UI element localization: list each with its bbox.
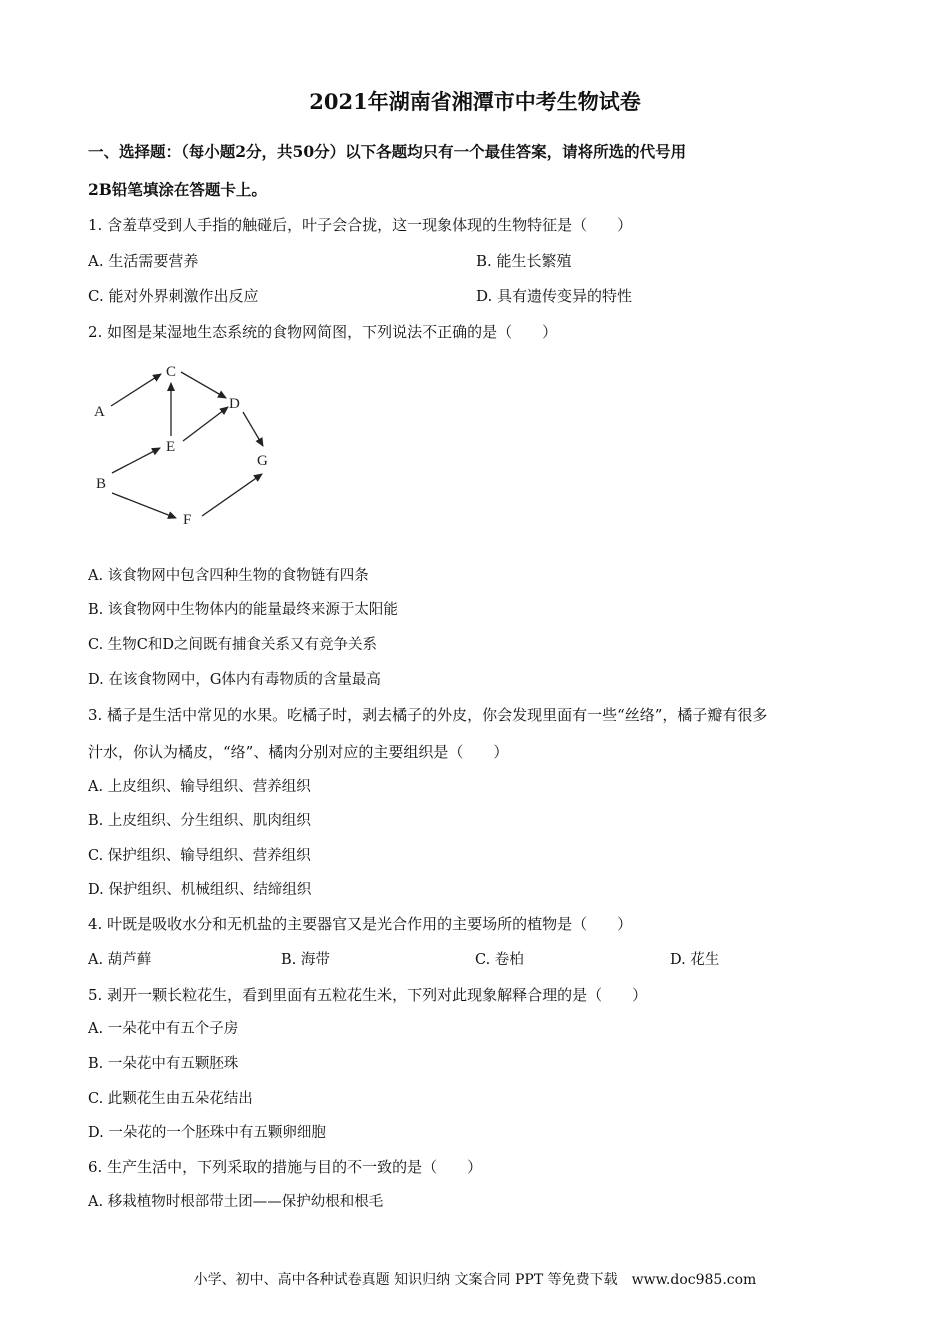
q4-option-b: B. 海带 bbox=[281, 952, 330, 968]
node-e: E bbox=[166, 439, 176, 455]
q1-stem: 1. 含羞草受到人手指的触碰后，叶子会合拢，这一现象体现的生物特征是（ ） bbox=[88, 216, 633, 234]
section-heading-line1: 一、选择题：（每小题2分，共50分）以下各题均只有一个最佳答案，请将所选的代号用 bbox=[88, 142, 687, 161]
q6-option-a: A. 移栽植物时根部带土团——保护幼根和根毛 bbox=[88, 1194, 384, 1210]
arrow-b-e bbox=[112, 448, 160, 473]
q3-option-a: A. 上皮组织、输导组织、营养组织 bbox=[88, 779, 311, 795]
q5-option-a: A. 一朵花中有五个子房 bbox=[88, 1021, 239, 1037]
node-a: A bbox=[94, 404, 105, 420]
section-heading-line2: 2B铅笔填涂在答题卡上。 bbox=[88, 180, 267, 199]
arrow-f-g bbox=[202, 474, 262, 516]
node-d: D bbox=[229, 396, 240, 412]
q2-stem: 2. 如图是某湿地生态系统的食物网简图，下列说法不正确的是（ ） bbox=[88, 323, 558, 341]
q2-option-b: B. 该食物网中生物体内的能量最终来源于太阳能 bbox=[88, 602, 398, 618]
q4-stem: 4. 叶既是吸收水分和无机盐的主要器官又是光合作用的主要场所的植物是（ ） bbox=[88, 915, 633, 933]
q5-option-c: C. 此颗花生由五朵花结出 bbox=[88, 1091, 253, 1107]
q4-option-d: D. 花生 bbox=[670, 952, 720, 968]
q2-option-a: A. 该食物网中包含四种生物的食物链有四条 bbox=[88, 568, 369, 584]
q1-option-c: C. 能对外界刺激作出反应 bbox=[88, 287, 259, 305]
page-title: 2021年湖南省湘潭市中考生物试卷 bbox=[309, 89, 641, 114]
q6-stem: 6. 生产生活中，下列采取的措施与目的不一致的是（ ） bbox=[88, 1158, 483, 1176]
q5-option-d: D. 一朵花的一个胚珠中有五颗卵细胞 bbox=[88, 1125, 326, 1141]
q4-option-c: C. 卷柏 bbox=[475, 952, 524, 968]
arrow-c-d bbox=[181, 372, 226, 398]
q3-stem-line2: 汁水，你认为橘皮，“络”、橘肉分别对应的主要组织是（ ） bbox=[88, 743, 509, 761]
node-c: C bbox=[166, 364, 177, 380]
node-b: B bbox=[96, 476, 107, 492]
page-footer: 小学、初中、高中各种试卷真题 知识归纳 文案合同 PPT 等免费下载 www.doc985.com bbox=[193, 1272, 757, 1288]
arrow-a-c bbox=[111, 374, 161, 406]
arrow-e-d bbox=[183, 407, 228, 441]
q2-option-d: D. 在该食物网中，G体内有毒物质的含量最高 bbox=[88, 672, 381, 688]
food-web-diagram bbox=[80, 350, 290, 535]
q5-option-b: B. 一朵花中有五颗胚珠 bbox=[88, 1056, 239, 1072]
arrow-b-f bbox=[112, 493, 176, 518]
q1-option-b: B. 能生长繁殖 bbox=[476, 252, 572, 270]
q1-option-a: A. 生活需要营养 bbox=[88, 252, 199, 270]
q3-option-d: D. 保护组织、机械组织、结缔组织 bbox=[88, 882, 312, 898]
q1-option-d: D. 具有遗传变异的特性 bbox=[476, 287, 633, 305]
arrow-d-g bbox=[243, 412, 263, 446]
node-f: F bbox=[183, 512, 192, 528]
node-g: G bbox=[257, 453, 268, 469]
q4-option-a: A. 葫芦藓 bbox=[88, 952, 152, 968]
q2-option-c: C. 生物C和D之间既有捕食关系又有竞争关系 bbox=[88, 637, 378, 653]
q3-stem-line1: 3. 橘子是生活中常见的水果。吃橘子时，剥去橘子的外皮，你会发现里面有一些“丝络”，橘子瓣有很多 bbox=[88, 706, 768, 724]
q3-option-b: B. 上皮组织、分生组织、肌肉组织 bbox=[88, 813, 311, 829]
q3-option-c: C. 保护组织、输导组织、营养组织 bbox=[88, 848, 311, 864]
q5-stem: 5. 剥开一颗长粒花生，看到里面有五粒花生米，下列对此现象解释合理的是（ ） bbox=[88, 986, 648, 1004]
